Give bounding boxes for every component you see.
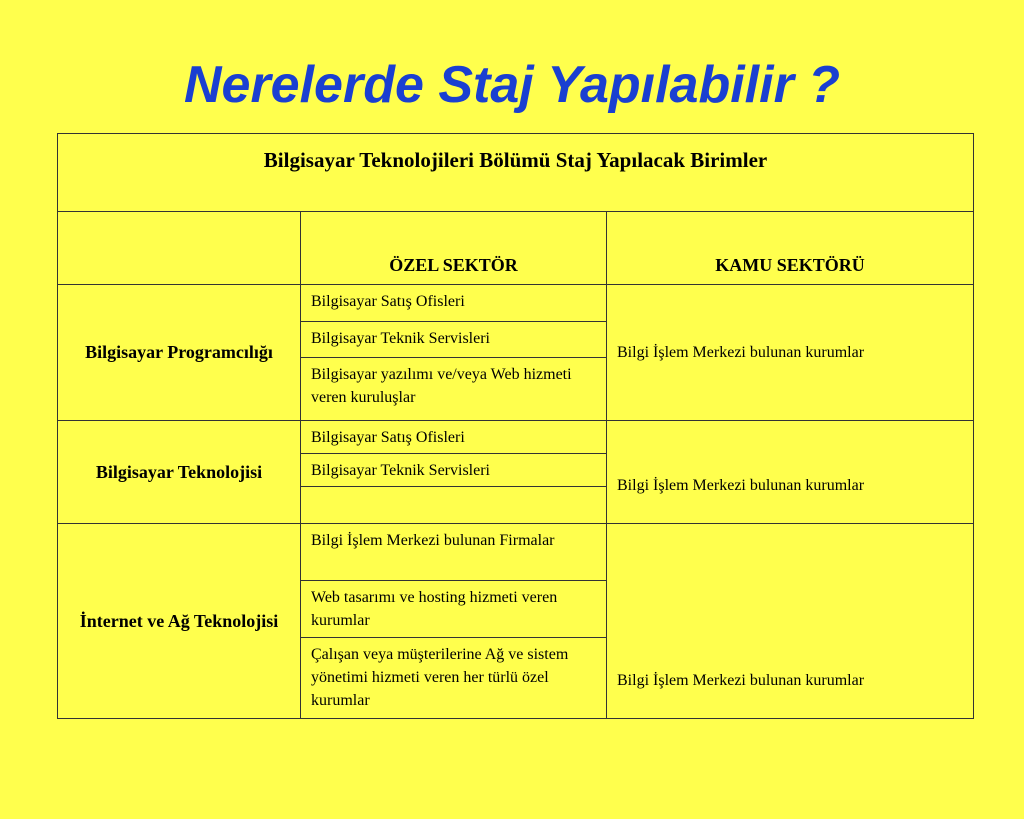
category-cell: Bilgisayar Teknolojisi [58, 421, 301, 524]
private-sector-cell: Web tasarımı ve hosting hizmeti veren kurumlar [301, 581, 607, 638]
table-row [58, 524, 974, 581]
category-cell: İnternet ve Ağ Teknolojisi [58, 524, 301, 719]
private-sector-cell: Bilgisayar Satış Ofisleri [301, 421, 607, 454]
slide-title: Nerelerde Staj Yapılabilir ? [183, 56, 841, 114]
public-sector-cell: Bilgi İşlem Merkezi bulunan kurumlar [607, 421, 974, 524]
column-header-row [58, 212, 974, 285]
private-sector-cell: Bilgisayar Teknik Servisleri [301, 454, 607, 487]
table-row [58, 421, 974, 454]
table-row [58, 285, 974, 322]
internship-units-table [57, 133, 974, 719]
table-title: Bilgisayar Teknolojileri Bölümü Staj Yapılacak Birimler [58, 134, 974, 212]
table-title-row [58, 134, 974, 212]
private-sector-cell: Bilgi İşlem Merkezi bulunan Firmalar [301, 524, 607, 581]
private-sector-cell: Bilgisayar Teknik Servisleri [301, 322, 607, 358]
column-header-private: ÖZEL SEKTÖR [301, 212, 607, 285]
private-sector-cell: Çalışan veya müşterilerine Ağ ve sistem yönetimi hizmeti veren her türlü özel kurumlar [301, 638, 607, 719]
private-sector-cell [301, 487, 607, 524]
private-sector-cell: Bilgisayar Satış Ofisleri [301, 285, 607, 322]
public-sector-cell: Bilgi İşlem Merkezi bulunan kurumlar [607, 285, 974, 421]
column-header-public: KAMU SEKTÖRÜ [607, 212, 974, 285]
private-sector-cell: Bilgisayar yazılımı ve/veya Web hizmeti veren kuruluşlar [301, 358, 607, 421]
public-sector-cell: Bilgi İşlem Merkezi bulunan kurumlar [607, 524, 974, 719]
category-cell: Bilgisayar Programcılığı [58, 285, 301, 421]
column-header-empty [58, 212, 301, 285]
